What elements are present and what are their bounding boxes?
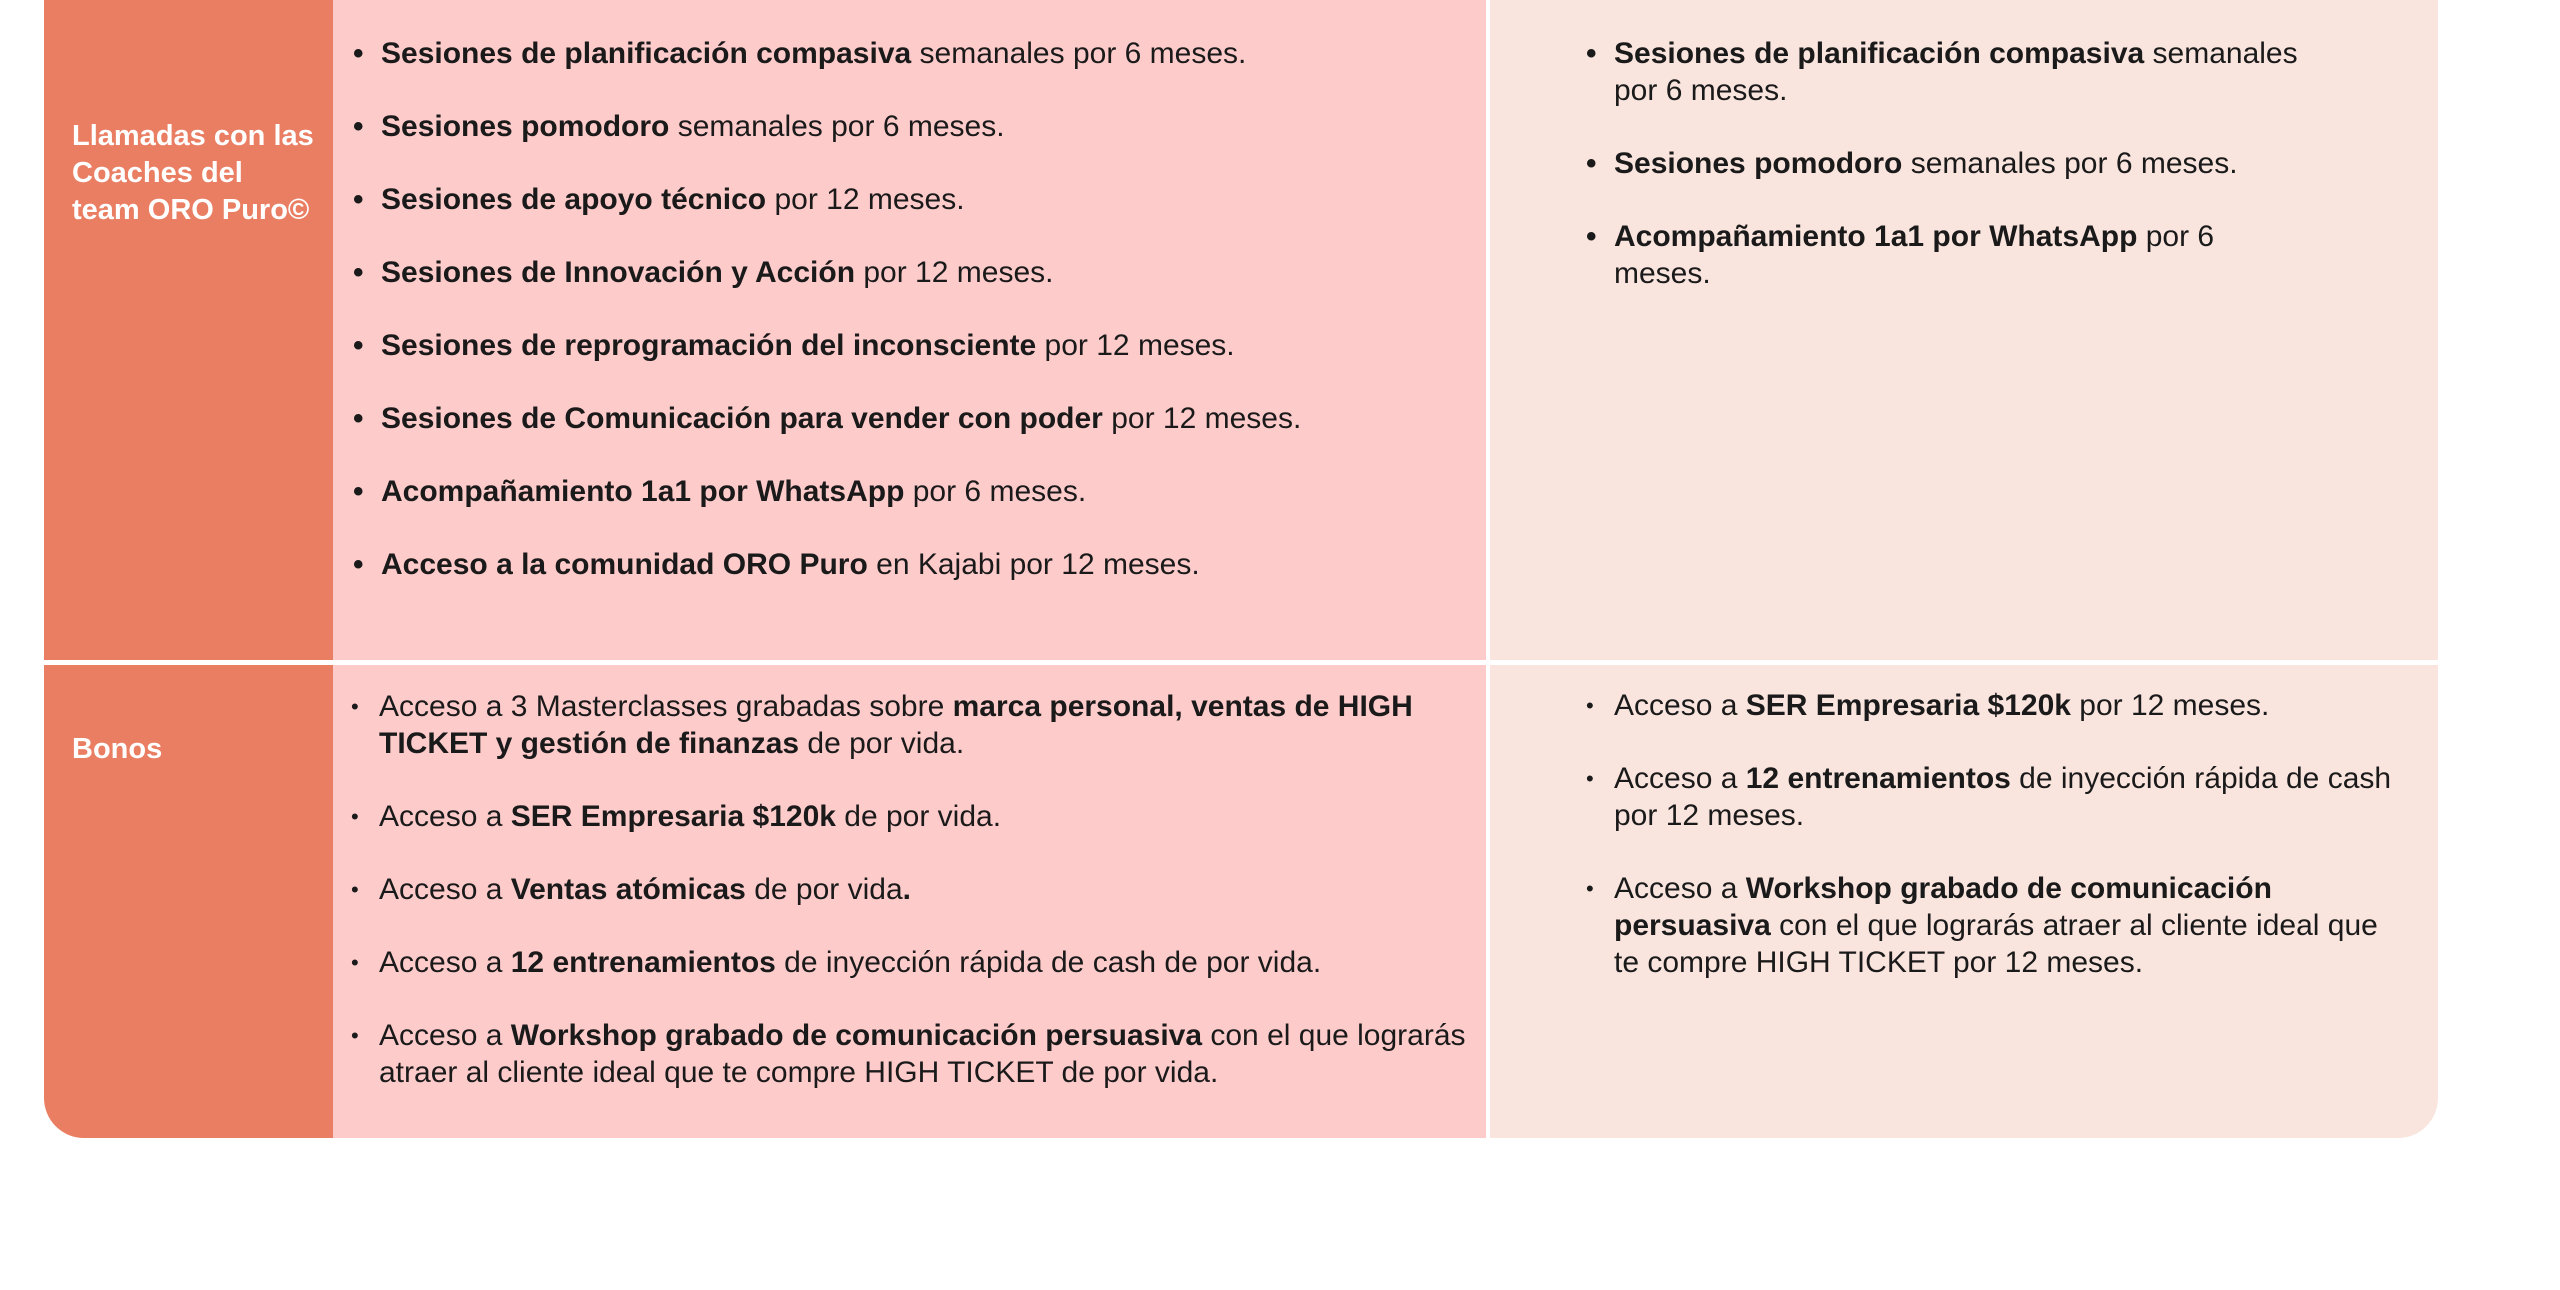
- item-bold-text: Sesiones de apoyo técnico: [381, 183, 767, 216]
- item-bold-text: Sesiones de Comunicación para vender con poder: [381, 402, 1103, 435]
- bullet-icon: •: [1586, 876, 1594, 901]
- list-item: [353, 254, 1466, 291]
- feature-list: [1586, 35, 2306, 328]
- bullet-icon: •: [353, 256, 364, 289]
- item-bold-text: Sesiones pomodoro: [1614, 147, 1903, 180]
- bullet-icon: •: [353, 37, 364, 70]
- item-bold-text: marca personal, ventas de HIGH TICKET y gestión de finanzas: [379, 690, 1413, 760]
- plan-column-middle: [333, 665, 1486, 1138]
- item-text: Acceso a 3 Masterclasses grabadas sobre: [379, 690, 953, 723]
- item-text: por 6 meses.: [904, 475, 1087, 508]
- list-item: [1586, 35, 2306, 109]
- item-text: de por vida: [745, 873, 903, 906]
- table-row: [44, 0, 2438, 660]
- item-bold-text: SER Empresaria $120k: [1745, 689, 2071, 722]
- list-item: [353, 546, 1466, 583]
- list-item: [351, 871, 1470, 908]
- item-text: con el que lograrás atraer al cliente ideal que te compre HIGH TICKET de por vida.: [379, 1019, 1466, 1089]
- bullet-icon: •: [1586, 147, 1597, 180]
- item-bold-text: 12 entrenamientos: [1745, 762, 2011, 795]
- item-bold-text: Workshop grabado de comunicación persuasiva: [1614, 872, 2272, 942]
- list-item: [1586, 218, 2306, 292]
- bullet-icon: •: [353, 402, 364, 435]
- bullet-icon: •: [351, 804, 359, 829]
- item-bold-text: Sesiones de reprogramación del inconsciente: [381, 329, 1037, 362]
- item-bold-text: Ventas atómicas: [510, 873, 746, 906]
- row-label-cell: [44, 0, 333, 660]
- item-text: por 6 meses.: [1614, 220, 2215, 290]
- item-text: por 12 meses.: [1102, 402, 1302, 435]
- list-item: [351, 798, 1470, 835]
- item-text: Acceso a: [379, 1019, 511, 1052]
- row-label-cell: [44, 665, 333, 1138]
- item-bold-text: Acceso a la comunidad ORO Puro: [381, 548, 868, 581]
- list-item: [353, 400, 1466, 437]
- item-bold-text: Sesiones de Innovación y Acción: [381, 256, 856, 289]
- item-text: Acceso a: [1614, 689, 1746, 722]
- list-item: [1586, 760, 2406, 834]
- bonus-list: [351, 688, 1470, 1127]
- item-text: por 12 meses.: [855, 256, 1054, 289]
- item-bold-text: Workshop grabado de comunicación persuasiva: [510, 1019, 1203, 1052]
- item-text: semanales por 6 meses.: [669, 110, 1005, 143]
- item-text: Acceso a: [379, 873, 511, 906]
- bullet-icon: •: [353, 329, 364, 362]
- item-text: en Kajabi por 12 meses.: [867, 548, 1200, 581]
- item-text: Acceso a: [1614, 762, 1746, 795]
- bonus-list: [1586, 687, 2406, 1017]
- list-item: [351, 1017, 1470, 1091]
- bullet-icon: •: [353, 183, 364, 216]
- item-text: de por vida.: [799, 727, 965, 760]
- item-bold-text: Sesiones de planificación compasiva: [381, 37, 912, 70]
- bullet-icon: •: [1586, 220, 1597, 253]
- item-text: Acceso a: [379, 800, 511, 833]
- list-item: [353, 473, 1466, 510]
- list-item: [351, 944, 1470, 981]
- bullet-icon: •: [351, 877, 359, 902]
- comparison-table: [44, 0, 2438, 1138]
- list-item: [1586, 687, 2406, 724]
- list-item: [353, 35, 1466, 72]
- item-text: por 12 meses.: [766, 183, 965, 216]
- item-bold-text: SER Empresaria $120k: [510, 800, 836, 833]
- bullet-icon: •: [351, 950, 359, 975]
- item-text: por 12 meses.: [1036, 329, 1235, 362]
- item-text: con el que lograrás atraer al cliente ideal que te compre HIGH TICKET por 12 meses.: [1614, 909, 2378, 979]
- item-bold-text: 12 entrenamientos: [510, 946, 776, 979]
- item-text: de inyección rápida de cash por 12 meses.: [1614, 762, 2392, 832]
- feature-list: [353, 35, 1466, 619]
- list-item: [353, 181, 1466, 218]
- item-text: semanales por 6 meses.: [1902, 147, 2238, 180]
- bullet-icon: •: [1586, 693, 1594, 718]
- bullet-icon: •: [351, 694, 359, 719]
- list-item: [1586, 870, 2406, 981]
- item-bold-text: Acompañamiento 1a1 por WhatsApp: [381, 475, 905, 508]
- table-row: [44, 665, 2438, 1138]
- bullet-icon: •: [1586, 37, 1597, 70]
- item-text: de por vida.: [835, 800, 1002, 833]
- list-item: [353, 108, 1466, 145]
- item-bold-text: Acompañamiento 1a1 por WhatsApp: [1614, 220, 2138, 253]
- bullet-icon: •: [351, 1023, 359, 1048]
- item-bold-text: .: [902, 873, 911, 906]
- row-label: Bonos: [72, 733, 163, 765]
- list-item: [351, 688, 1470, 762]
- item-text: Acceso a: [379, 946, 511, 979]
- plan-column-right: [1490, 0, 2438, 660]
- bullet-icon: •: [353, 110, 364, 143]
- item-text: Acceso a: [1614, 872, 1746, 905]
- row-label: Llamadas con las Coaches del team ORO Puro©: [72, 120, 314, 226]
- item-text: semanales por 6 meses.: [1614, 37, 2298, 107]
- list-item: [1586, 145, 2306, 182]
- bullet-icon: •: [1586, 766, 1594, 791]
- item-text: semanales por 6 meses.: [911, 37, 1247, 70]
- item-bold-text: Sesiones pomodoro: [381, 110, 670, 143]
- item-text: de inyección rápida de cash de por vida.: [775, 946, 1322, 979]
- bullet-icon: •: [353, 548, 364, 581]
- plan-column-right: [1490, 665, 2438, 1138]
- item-text: por 12 meses.: [2070, 689, 2270, 722]
- plan-column-middle: [333, 0, 1486, 660]
- item-bold-text: Sesiones de planificación compasiva: [1614, 37, 2145, 70]
- list-item: [353, 327, 1466, 364]
- bullet-icon: •: [353, 475, 364, 508]
